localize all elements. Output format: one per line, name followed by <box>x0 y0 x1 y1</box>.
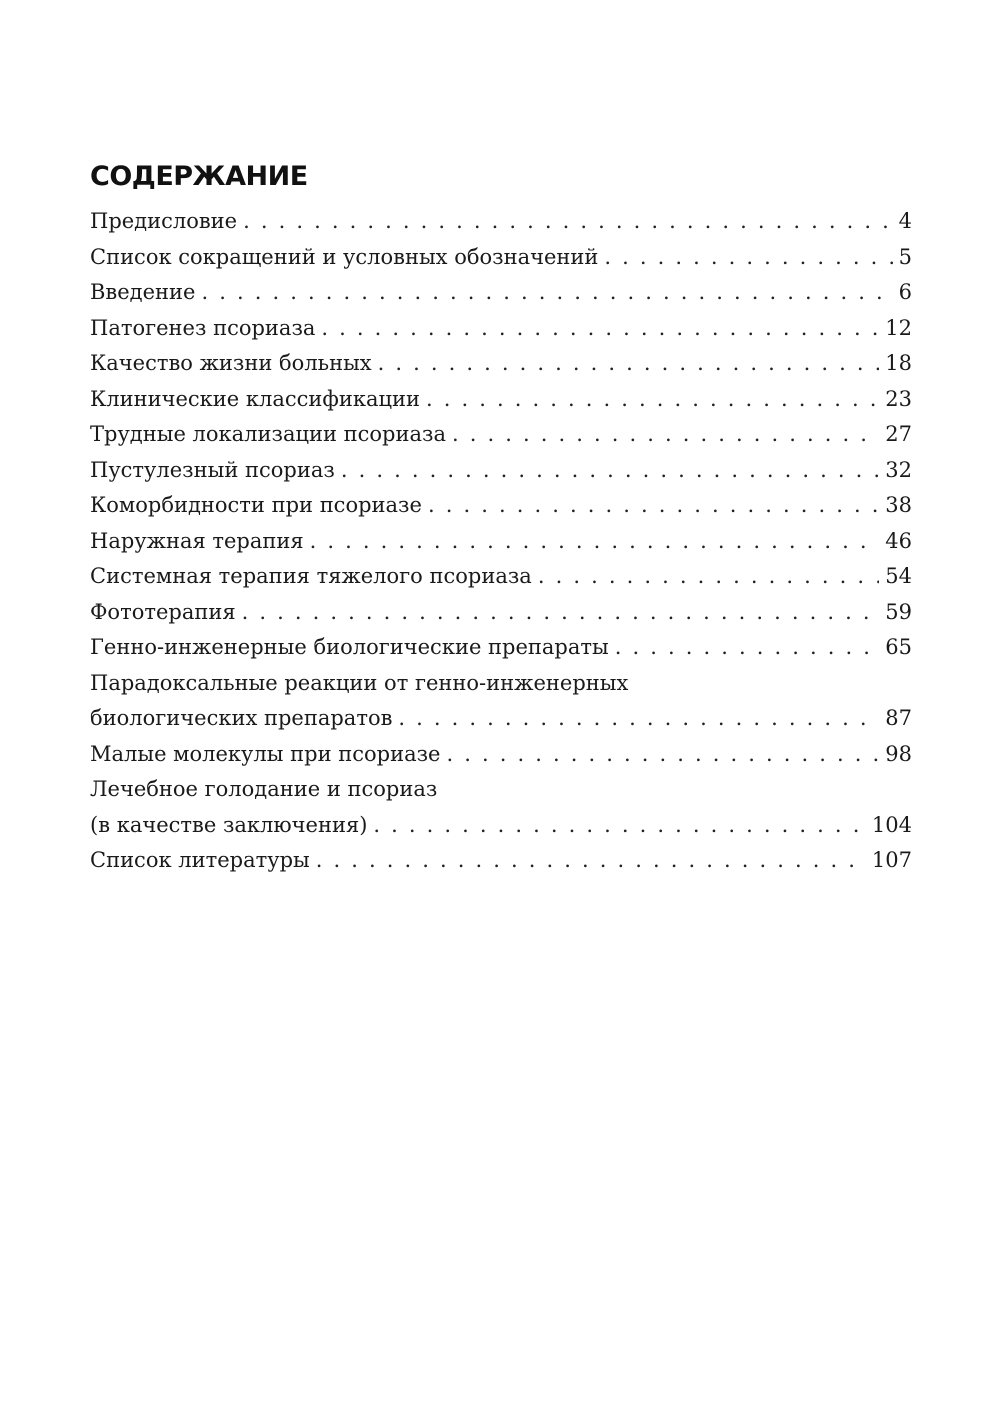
toc-entry-page: 59 <box>885 599 912 624</box>
dot-leader <box>316 843 866 879</box>
toc-entry-abbreviations[interactable] <box>90 240 912 276</box>
dot-leader <box>378 346 880 382</box>
toc-entry-label: (в качестве заключения) <box>90 812 368 837</box>
toc-entry-small-molecules[interactable] <box>90 737 912 773</box>
toc-entry-page: 18 <box>885 351 912 375</box>
dot-leader <box>243 204 893 240</box>
toc-entry-label: Качество жизни больных <box>90 351 372 375</box>
toc-entry-quality-of-life[interactable] <box>90 346 912 382</box>
toc-entry-page: 54 <box>885 564 912 588</box>
dot-leader <box>373 808 865 844</box>
toc-entry-page: 12 <box>885 315 912 340</box>
toc-entry-label: Трудные локализации псориаза <box>90 422 446 446</box>
toc-entry-page: 87 <box>885 706 912 730</box>
toc-entry-page: 104 <box>871 812 912 837</box>
toc-entry-page: 27 <box>885 422 912 446</box>
toc-entry-label-line1: Парадоксальные реакции от генно-инженерных <box>90 670 629 695</box>
toc-entry-page: 32 <box>885 457 912 482</box>
toc-entry-label: Предисловие <box>90 209 238 233</box>
dot-leader <box>310 524 880 560</box>
toc-entry-references[interactable] <box>90 843 912 879</box>
toc-entry-pustular-psoriasis[interactable] <box>90 453 912 489</box>
toc-entry-preface[interactable] <box>90 204 912 240</box>
toc-entry-label: Генно-инженерные биологические препараты <box>90 635 609 659</box>
toc-entry-page: 6 <box>898 280 912 304</box>
toc-entry-label-line1: Лечебное голодание и псориаз <box>90 777 438 801</box>
toc-entry-pathogenesis[interactable] <box>90 311 912 347</box>
toc-entry-page: 38 <box>885 493 912 517</box>
dot-leader <box>398 701 879 737</box>
toc-entry-label: Системная терапия тяжелого псориаза <box>90 564 532 588</box>
dot-leader <box>242 595 880 631</box>
toc-entry-label: Клинические классификации <box>90 386 420 411</box>
toc-entry-page: 98 <box>885 741 912 766</box>
toc-entry-page: 46 <box>885 528 912 553</box>
toc-entry-label: Малые молекулы при псориазе <box>90 741 441 766</box>
toc-entry-label: Коморбидности при псориазе <box>90 493 422 517</box>
toc-entry-label: Фототерапия <box>90 599 236 624</box>
dot-leader <box>341 453 879 489</box>
toc-entry-page: 23 <box>885 386 912 411</box>
toc-entry-clinical-classifications[interactable] <box>90 382 912 418</box>
dot-leader <box>201 275 892 311</box>
toc-entry-phototherapy[interactable] <box>90 595 912 631</box>
toc-entry-label: Введение <box>90 280 196 304</box>
dot-leader <box>426 382 879 418</box>
dot-leader <box>428 488 879 524</box>
toc-entry-label: Наружная терапия <box>90 528 304 553</box>
toc-entry-page: 65 <box>885 635 912 659</box>
dot-leader <box>447 737 880 773</box>
toc-entry-label: Список литературы <box>90 848 310 872</box>
toc-entry-page: 107 <box>871 848 912 872</box>
toc-entry-therapeutic-fasting[interactable] <box>90 772 912 843</box>
table-of-contents <box>90 154 912 879</box>
toc-entry-page: 5 <box>898 244 912 269</box>
dot-leader <box>321 311 879 347</box>
toc-entry-label: Патогенез псориаза <box>90 315 316 340</box>
toc-entry-difficult-localizations[interactable] <box>90 417 912 453</box>
dot-leader <box>538 559 879 595</box>
dot-leader <box>615 630 880 666</box>
toc-entry-introduction[interactable] <box>90 275 912 311</box>
toc-entry-label: Список сокращений и условных обозначений <box>90 244 599 269</box>
dot-leader <box>452 417 879 453</box>
toc-title: СОДЕРЖАНИЕ <box>90 161 308 192</box>
toc-entry-paradoxical-reactions[interactable] <box>90 666 912 737</box>
toc-entry-systemic-therapy[interactable] <box>90 559 912 595</box>
toc-entry-page: 4 <box>898 209 912 233</box>
toc-entry-comorbidities[interactable] <box>90 488 912 524</box>
toc-entry-label: Пустулезный псориаз <box>90 457 335 482</box>
dot-leader <box>604 240 892 276</box>
toc-entry-biologics[interactable] <box>90 630 912 666</box>
toc-entry-topical-therapy[interactable] <box>90 524 912 560</box>
toc-entry-label: биологических препаратов <box>90 706 393 730</box>
toc-list <box>90 204 912 879</box>
